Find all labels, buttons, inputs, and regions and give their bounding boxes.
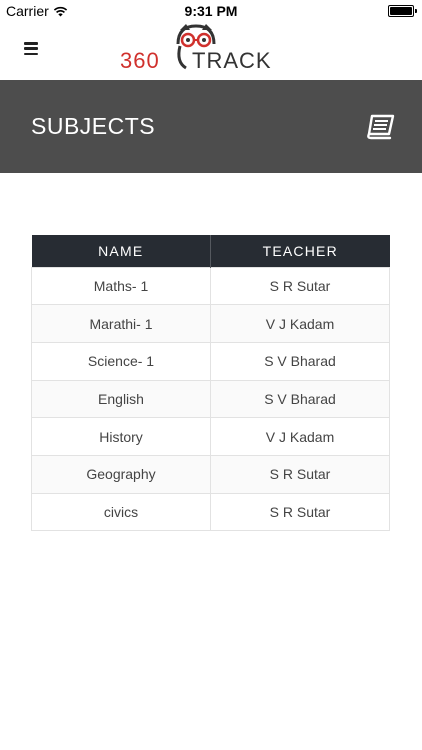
column-header-name: NAME (32, 235, 211, 267)
subject-name: Science- 1 (32, 342, 211, 380)
teacher-name: S R Sutar (211, 493, 390, 531)
subjects-table (31, 235, 390, 531)
teacher-name: S V Bharad (211, 380, 390, 418)
teacher-name: S R Sutar (211, 455, 390, 493)
table-row (32, 493, 390, 531)
carrier-label: Carrier (6, 3, 49, 19)
page-title: SUBJECTS (31, 113, 156, 139)
teacher-name: S V Bharad (211, 342, 390, 380)
book-icon (366, 114, 396, 140)
subject-name: Geography (32, 455, 211, 493)
page-header (0, 80, 422, 173)
logo-text-360: 360 (120, 48, 160, 73)
subject-name: civics (32, 493, 211, 531)
status-bar (0, 0, 422, 22)
table-row (32, 342, 390, 380)
table-header-row (32, 235, 390, 267)
table-row (32, 267, 390, 305)
battery-icon (388, 5, 414, 17)
subject-name: History (32, 418, 211, 456)
table-row (32, 305, 390, 343)
teacher-name: V J Kadam (211, 418, 390, 456)
subject-name: Maths- 1 (32, 267, 211, 305)
status-time: 9:31 PM (184, 3, 238, 19)
table-row (32, 418, 390, 456)
table-row (32, 455, 390, 493)
nav-bar (0, 22, 422, 80)
teacher-name: S R Sutar (211, 267, 390, 305)
battery-fill (390, 7, 412, 15)
table-row (32, 380, 390, 418)
app-logo (120, 24, 302, 74)
subject-name: English (32, 380, 211, 418)
logo-text-track: TRACK (192, 48, 272, 73)
teacher-name: V J Kadam (211, 305, 390, 343)
hamburger-menu-icon[interactable] (24, 42, 38, 55)
column-header-teacher: TEACHER (211, 235, 390, 267)
subject-name: Marathi- 1 (32, 305, 211, 343)
